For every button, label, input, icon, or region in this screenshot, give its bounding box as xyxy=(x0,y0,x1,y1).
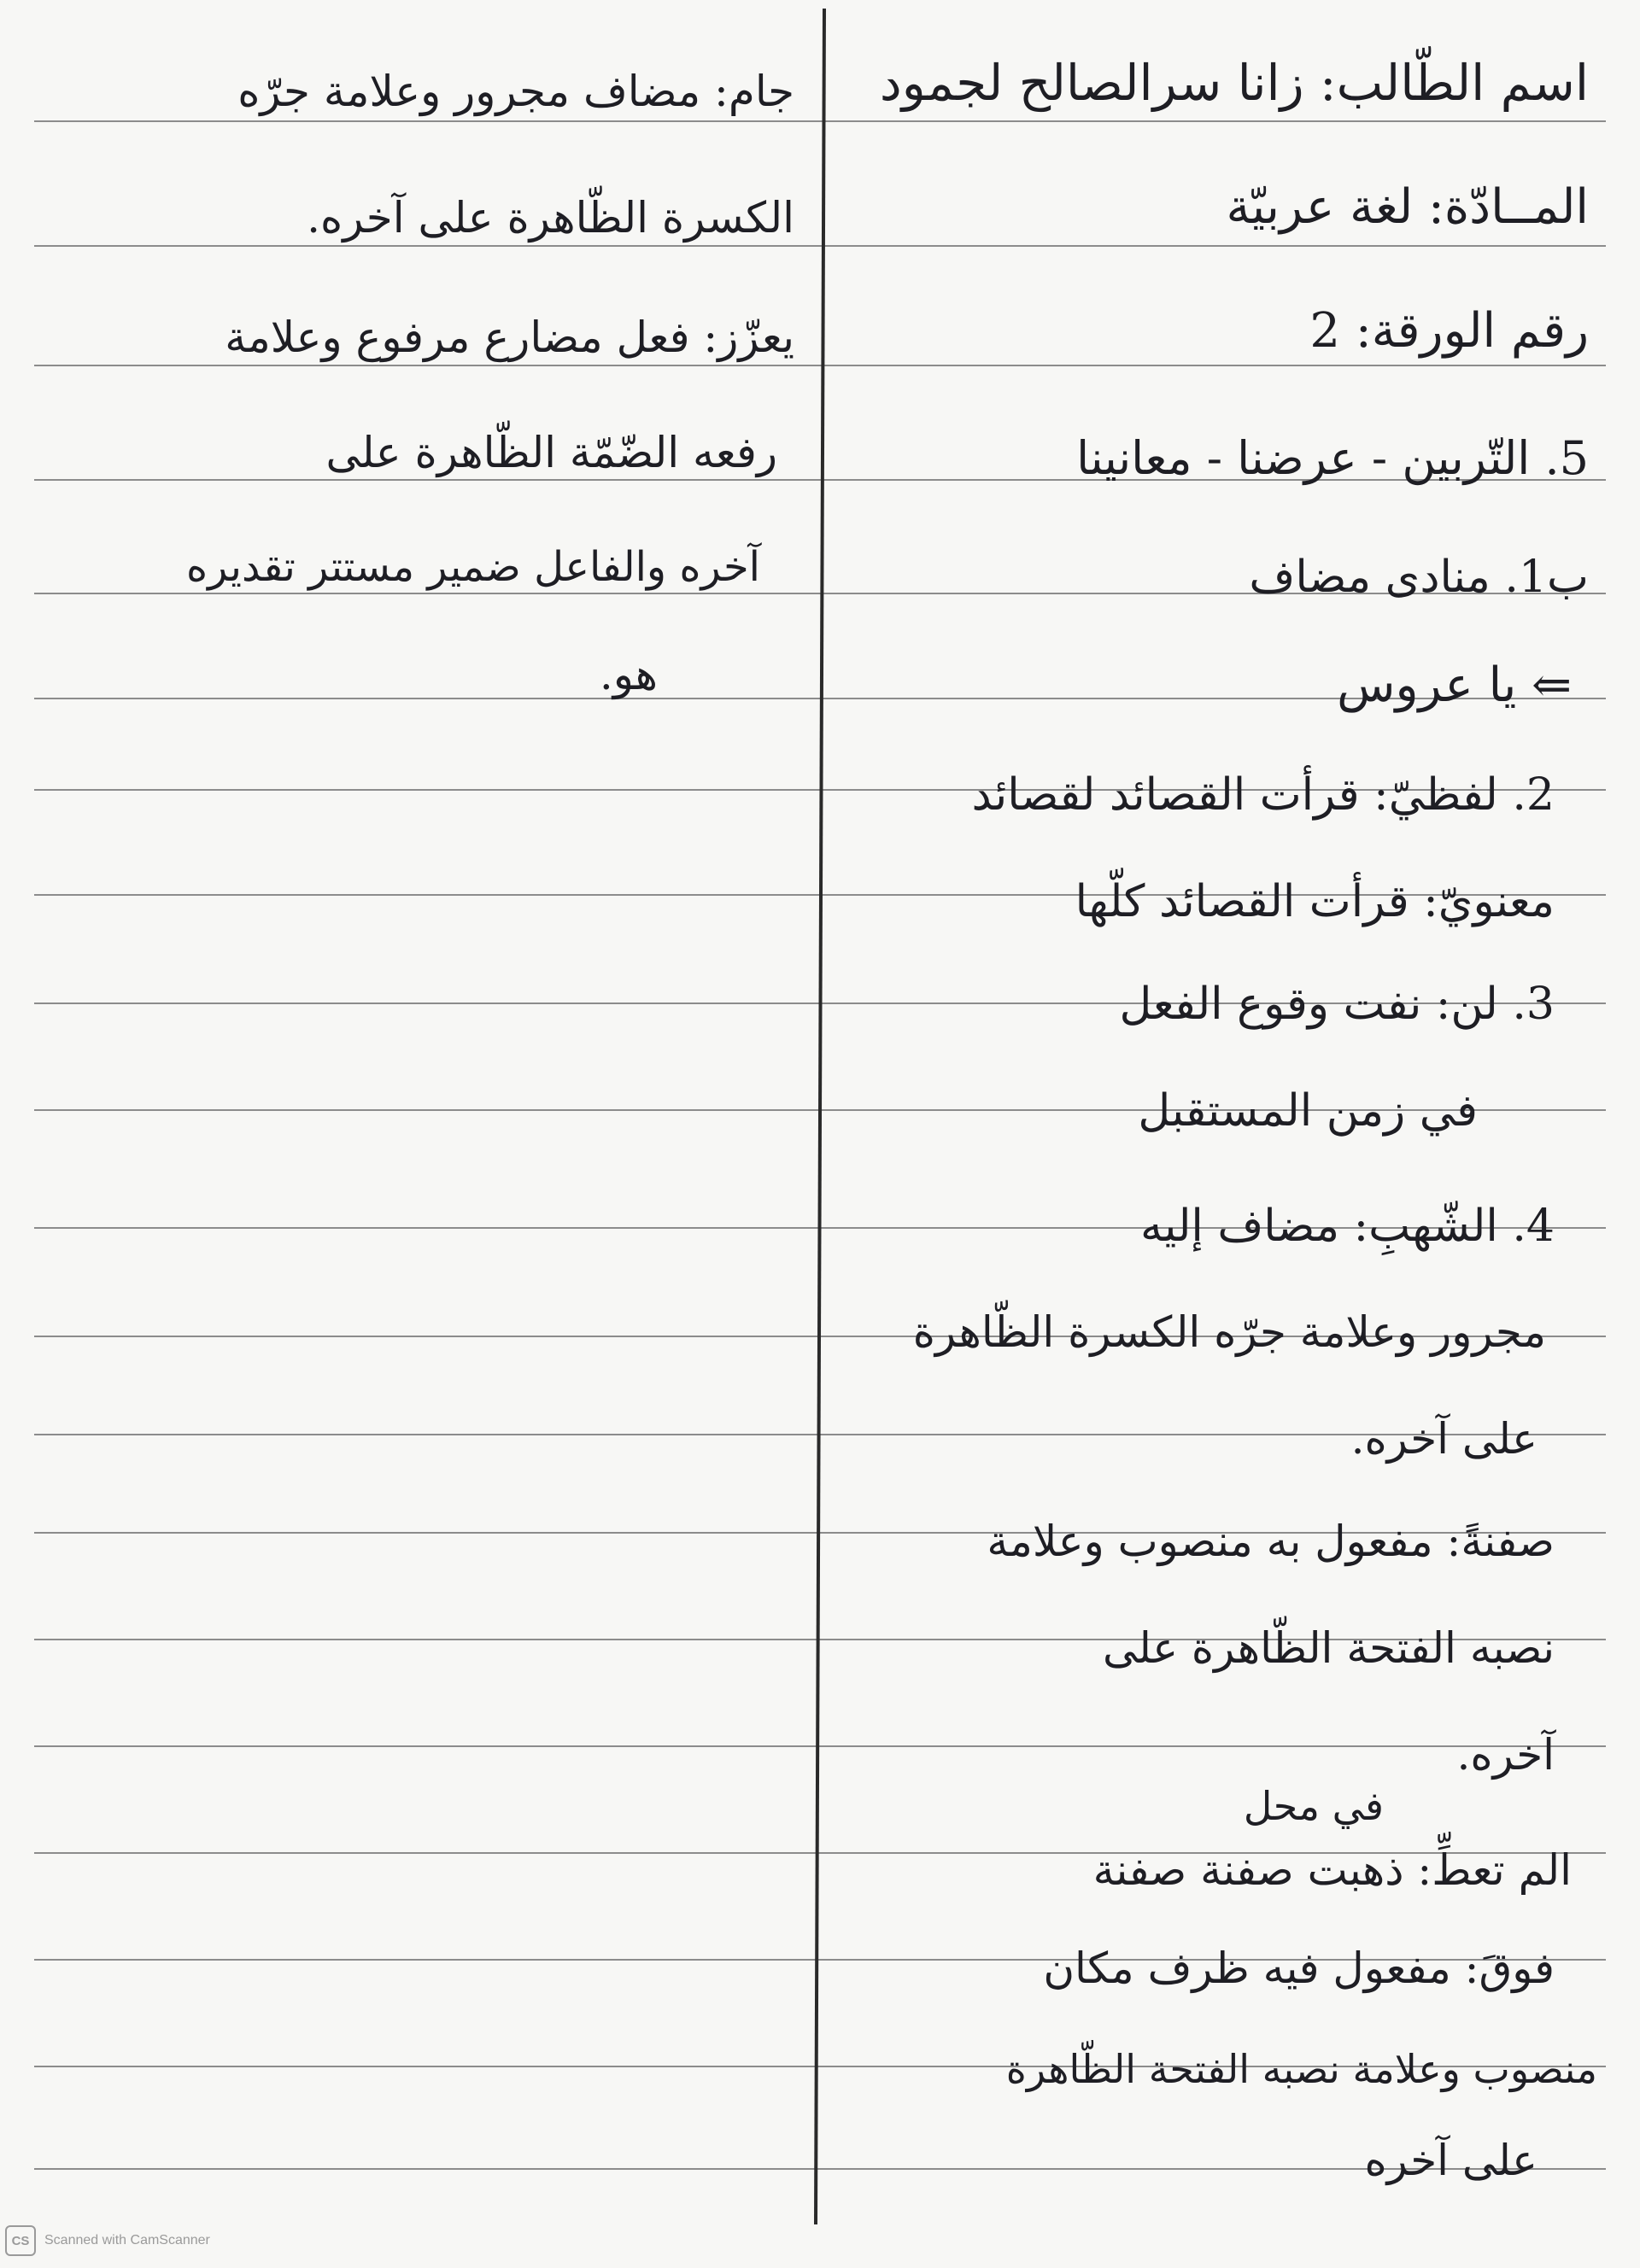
left-line-4: رفعه الضّمّة الظّاهرة على xyxy=(325,428,777,477)
camscanner-label: Scanned with CamScanner xyxy=(44,2233,210,2248)
answer-b1: ب1. منادى مضاف xyxy=(1249,552,1589,603)
center-margin-line xyxy=(816,9,824,2224)
answer-q4-line7: الم تعطِّ: ذهبت صفنة صفنة xyxy=(1092,1845,1572,1895)
answer-q2-lafzi: 2. لفظيّ: قرأت القصائد لقصائد xyxy=(971,769,1555,821)
answer-q4-line10: على آخره xyxy=(1364,2136,1538,2185)
answer-q2-manawi: معنويّ: قرأت القصائد كلّها xyxy=(1075,876,1555,927)
answer-q5: 5. التّربين - عرضنا - معانينا xyxy=(1076,431,1589,485)
left-line-5: آخره والفاعل ضمير مستتر تقديره xyxy=(186,543,760,591)
answer-q4-line4: صفنةً: مفعول به منصوب وعلامة xyxy=(987,1517,1555,1566)
answer-q4-line1: 4. الشّهبِ: مضاف إليه xyxy=(1140,1201,1555,1252)
answer-q4-line9: منصوب وعلامة نصبه الفتحة الظّاهرة xyxy=(1005,2046,1597,2092)
left-line-3: يعزّز: فعل مضارع مرفوع وعلامة xyxy=(225,313,794,362)
answer-q3-line1: 3. لن: نفت وقوع الفعل xyxy=(1119,979,1555,1030)
answer-q4-insert: في محل xyxy=(1243,1783,1384,1829)
sheet-number-line: رقم الورقة: 2 xyxy=(1309,303,1589,359)
subject-line: المــادّة: لغة عربيّة xyxy=(1226,179,1589,235)
answer-q4-line5: نصبه الفتحة الظّاهرة على xyxy=(1102,1623,1555,1673)
left-line-2: الكسرة الظّاهرة على آخره. xyxy=(307,193,794,243)
answer-q4-line3: على آخره. xyxy=(1350,1414,1538,1464)
left-line-1: جام: مضاف مجرور وعلامة جرّه xyxy=(237,67,794,116)
answer-b1-example: ⇐ يا عروس xyxy=(1337,658,1572,713)
answer-q4-line6: آخره. xyxy=(1456,1730,1555,1780)
left-line-6: هو. xyxy=(599,650,658,699)
student-name-line: اسم الطّالب: زانا سرالصالح لجمود xyxy=(879,54,1589,112)
camscanner-watermark xyxy=(5,2225,210,2256)
answer-q4-line2: مجرور وعلامة جرّه الكسرة الظّاهرة xyxy=(912,1307,1546,1357)
camscanner-logo-icon: CS xyxy=(5,2225,36,2256)
answer-q4-line8: فوقَ: مفعول فيه ظرف مكان xyxy=(1043,1944,1555,1993)
answer-q3-line2: في زمن المستقبل xyxy=(1138,1085,1478,1137)
